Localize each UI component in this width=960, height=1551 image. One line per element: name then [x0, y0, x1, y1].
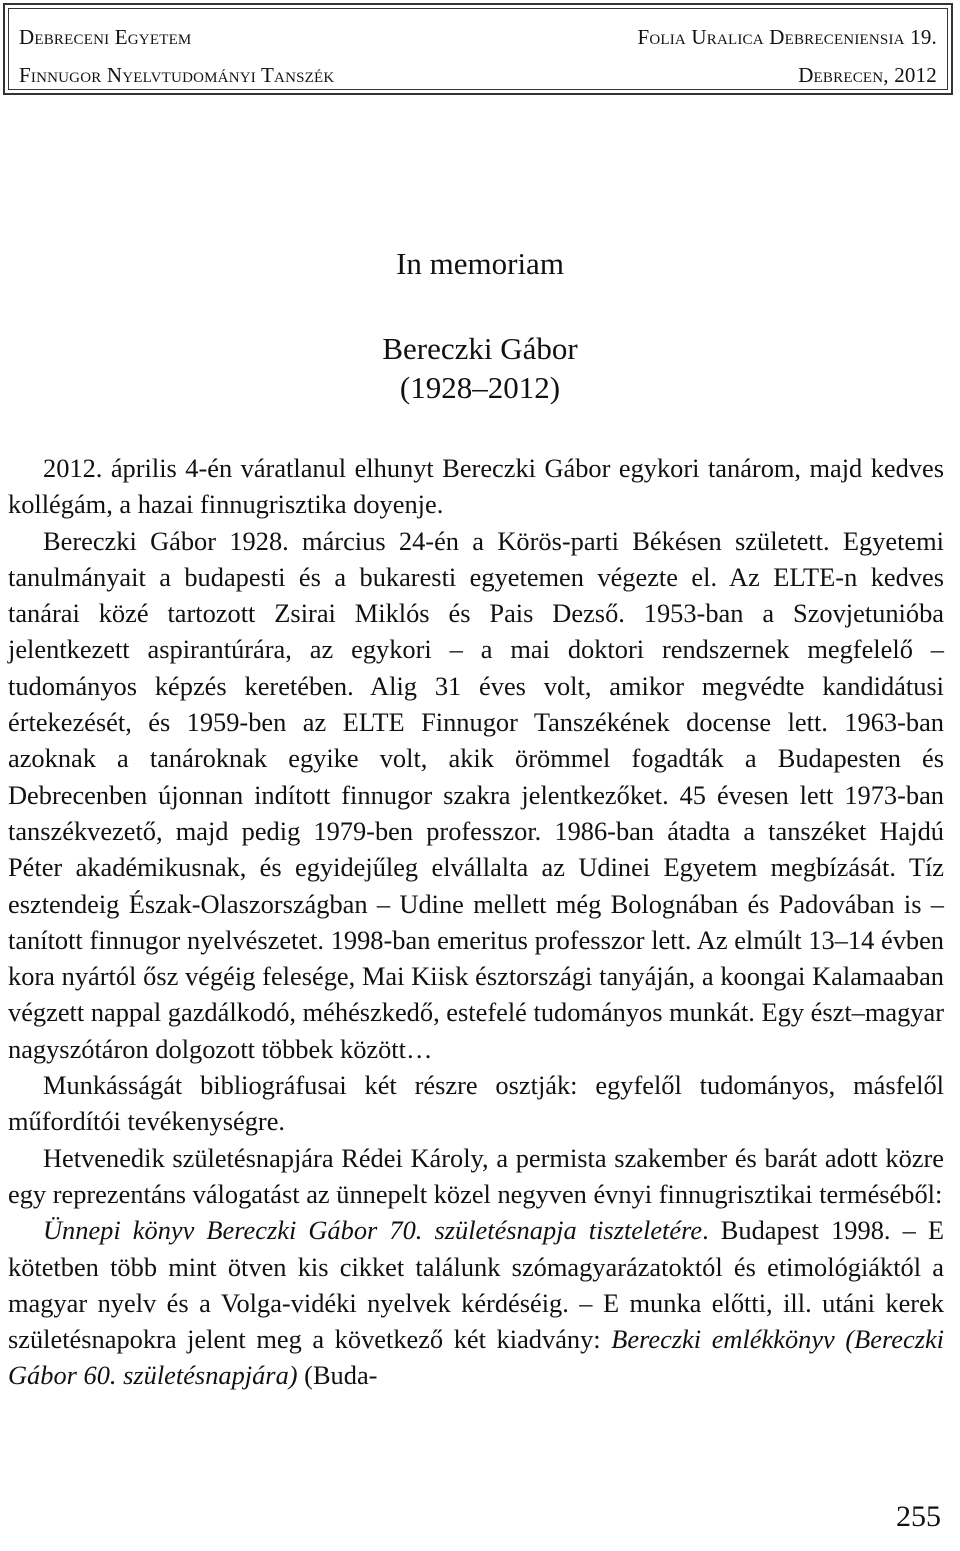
paragraph-5 [8, 1212, 944, 1393]
paragraph-3: Munkásságát bibliográfusai két részre osztják: egyfelől tudományos, másfelől műfordítói tevékenységre. [8, 1070, 944, 1137]
running-header [3, 3, 953, 95]
book-title-2: Bereczki emlékkönyv (Bereczki Gábor 60. születésnapjára) [8, 1324, 945, 1391]
header-series: Folia Uralica Debreceniensia 19. [637, 25, 937, 49]
page-number: 255 [896, 1500, 941, 1533]
paragraph-1: 2012. április 4-én váratlanul elhunyt Bereczki Gábor egykori tanárom, majd kedves kollégám, a hazai finnugrisztika doyenje. [8, 453, 944, 520]
memorial-dates: (1928–2012) [399, 370, 561, 405]
header-row-bottom [19, 63, 937, 88]
paragraph-2: Bereczki Gábor 1928. március 24-én a Körös-parti Békésen született. Egyetemi tanulmányait a budapesti és a bukaresti egyetemen végezte el. Az ELTE-n kedves tanárai közé tartozott Zsirai Miklós és Pais Dezső. 1953-ban a Szovjetunióba jelentkezett aspirantúrára, az egykori – a mai doktori rendszernek megfelelő – tudományos képzés keretében. Alig 31 éves volt, amikor megvédte kandidátusi értekezését, és 1959-ben az ELTE Finnugor Tanszékének docense lett. 1963-ban azoknak a tanároknak egyike volt, akik örömmel fogadták a Budapesten és Debrecenben újonnan indított finnugor szakra jelentkezőket. 45 évesen lett 1973-ban tanszékvezető, majd pedig 1979-ben professzor. 1986-ban átadta a tanszéket Hajdú Péter akadémikusnak, és egyidejűleg elvállalta az Udinei Egyetem megbízását. Tíz esztendeig Észak-Olaszországban – Udine mellett még Bolognában és Padovában is – tanított finnugor nyelvészetet. 1998-ban emeritus professzor lett. Az elmúlt 13–14 évben kora nyártól ősz végéig felesége, Mai Kiisk észtországi tanyáján, a koongai Kalamaaban végzett nappal gazdálkodó, méhészkedő, estefelé tudományos munkát. Egy észt–magyar nagyszótáron dolgozott többek között… [8, 525, 944, 1064]
paragraph-4: Hetvenedik születésnapjára Rédei Károly, a permista szakember és barát adott közre egy reprezentáns válogatást az ünnepelt közel negyven évnyi finnugrisztikai terméséből: [8, 1142, 944, 1209]
article-body [8, 450, 944, 1394]
header-department: Finnugor Nyelvtudományi Tanszék [19, 63, 335, 87]
memorial-name: Bereczki Gábor [382, 331, 578, 366]
paragraph-5-text: . Budapest 1998. – E kötetben több mint ötven kis cikket találunk szómagyarázatoktól és etimológiáktól a magyar nyelv és a Volga-vidéki nyelvek kérdéséig. – E munka előtti, ill. utáni kerek születésnapokra jelent meg a következő két kiadvány: [8, 1215, 944, 1355]
paragraph-5-end: (Buda- [297, 1360, 378, 1391]
header-row-top [19, 25, 937, 50]
header-university: Debreceni Egyetem [19, 25, 192, 49]
header-place-year: Debrecen, 2012 [798, 63, 937, 87]
book-title-1: Ünnepi könyv Bereczki Gábor 70. születésnapja tiszteletére [43, 1215, 703, 1246]
page-title: In memoriam [396, 246, 564, 281]
